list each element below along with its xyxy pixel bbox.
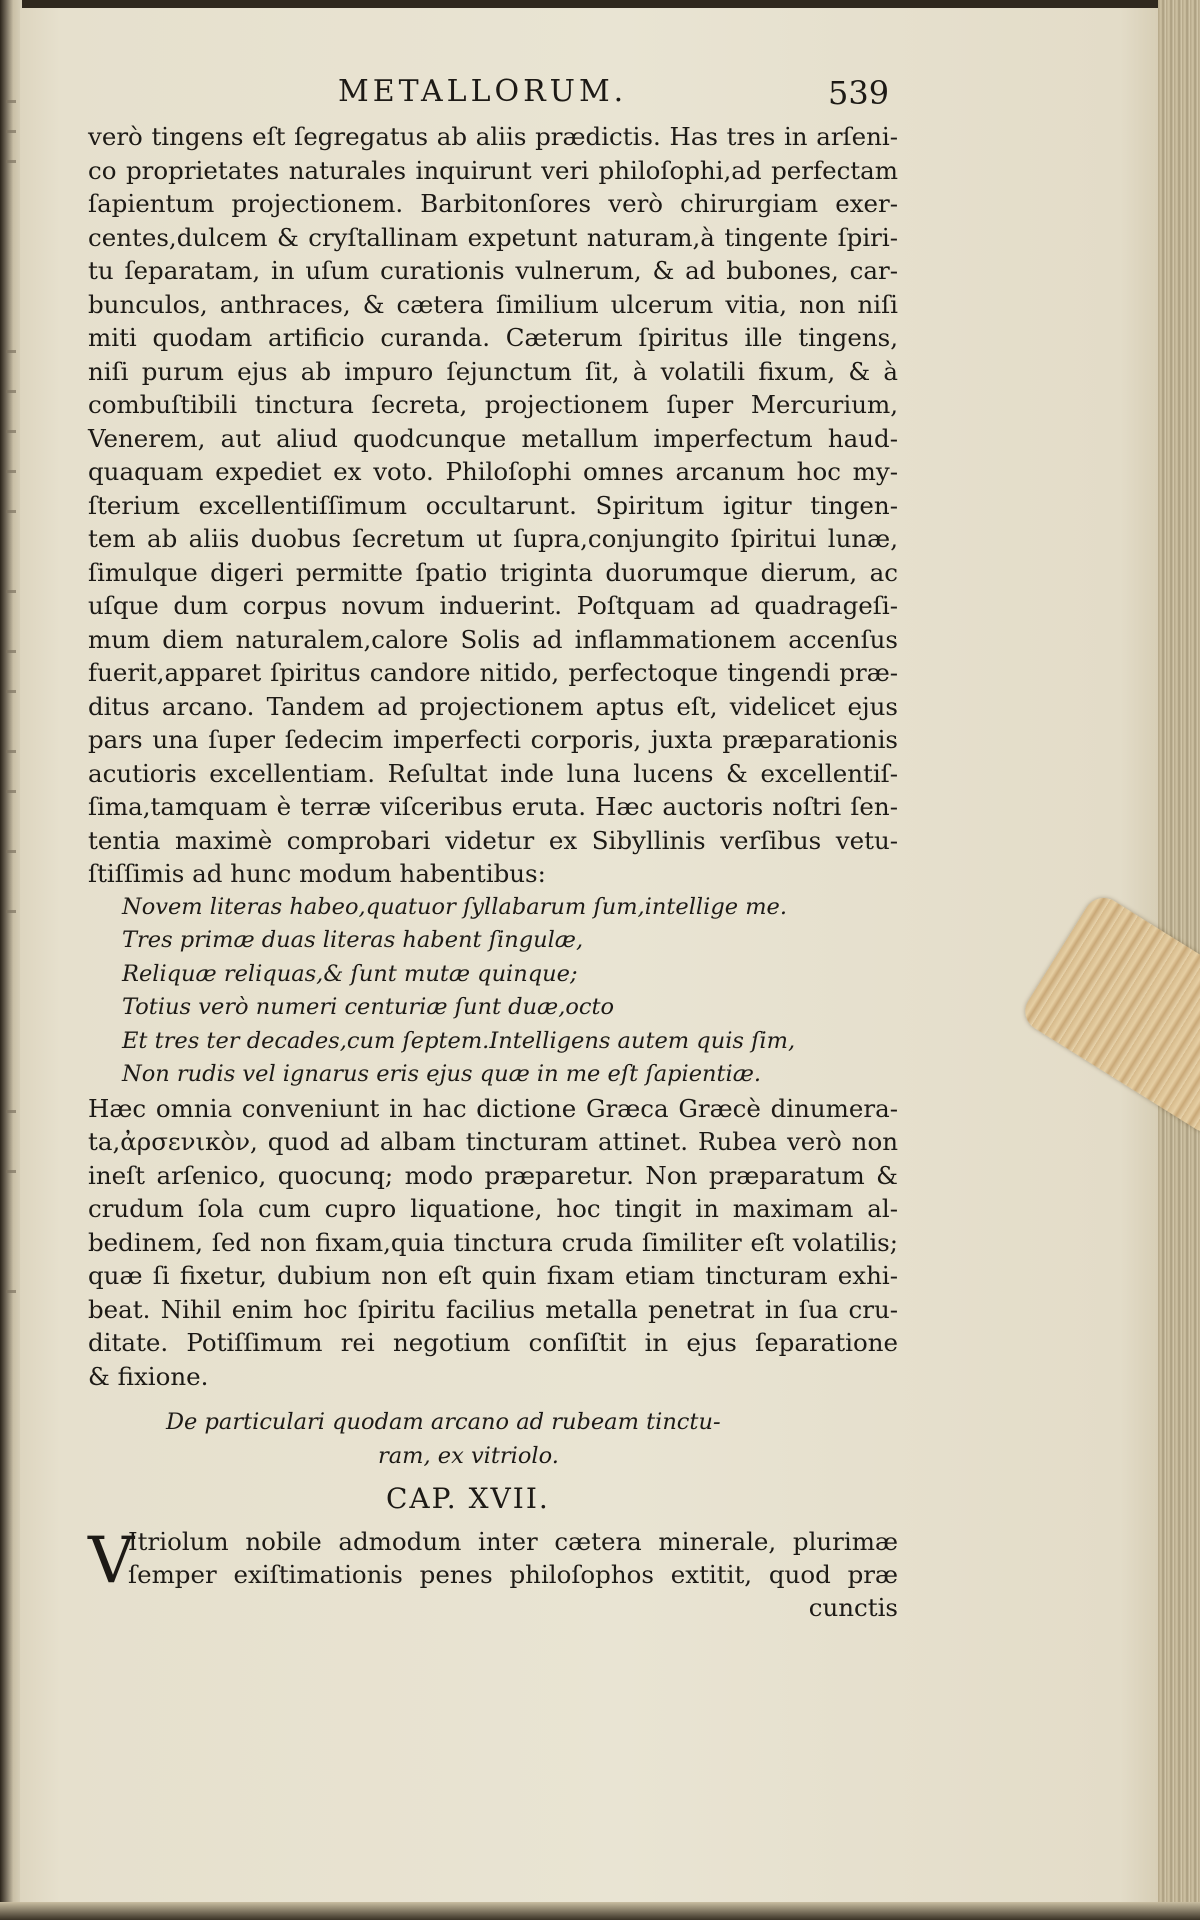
text-line-last: & fixione. (88, 1361, 209, 1391)
text-line: acutioris excellentiam. Reſultat inde luna lucens & excellentiſ- (88, 758, 898, 788)
text-line: pars una ſuper ſedecim imperfecti corporis, juxta præparationis (88, 725, 898, 754)
running-title: METALLORUM. (338, 74, 628, 109)
text-line: Hæc omnia conveniunt in hac dictione Græca Græcè dinumera- (88, 1093, 898, 1123)
page-bottom-edge (0, 1902, 1200, 1920)
text-line: miti quodam artificio curanda. Cæterum ſpiritus ille tingens, (88, 323, 898, 352)
text-line: ta,ἀρσενικὸν, quod ad albam tincturam attinet. Rubea verò non (88, 1127, 898, 1156)
text-line: ineſt arſenico, quocunq; modo præparetur. Non præparatum & (88, 1160, 898, 1190)
verse-line: Non rudis vel ignarus eris ejus quæ in me eſt ſapientiæ. (122, 1061, 762, 1087)
text-line: beat. Nihil enim hoc ſpiritu facilius metalla penetrat in ſua cru- (88, 1294, 898, 1324)
text-line: combuſtibili tinctura ſecreta, projectionem ſuper Mercurium, (88, 390, 898, 419)
chapter-text-line: ſemper exiſtimationis penes philoſophos extitit, quod præ (128, 1560, 898, 1589)
verse-line: Novem literas habeo,quatuor ſyllabarum ſum,intellige me. (122, 893, 787, 920)
text-line: ſterium excellentiſſimum occultarunt. Spiritum igitur tingen- (88, 490, 898, 520)
text-line: quæ ſi fixetur, dubium non eſt quin fixam etiam tincturam exhi- (88, 1261, 898, 1290)
text-line: uſque dum corpus novum induerint. Poſtquam ad quadrageſi- (88, 591, 898, 620)
text-line: Venerem, aut aliud quodcunque metallum imperfectum haud- (88, 423, 898, 453)
text-line: bedinem, ſed non fixam,quia tinctura cruda ſimiliter eſt volatilis; (88, 1227, 898, 1257)
chapter-text-line: Itriolum nobile admodum inter cætera minerale, plurimæ (128, 1527, 898, 1556)
section-heading-line: ram, ex vitriolo. (378, 1443, 559, 1469)
catchword: cunctis (808, 1593, 898, 1622)
text-line: ditus arcano. Tandem ad projectionem aptus eſt, videlicet ejus (88, 691, 898, 721)
text-line: niſi purum ejus ab impuro ſejunctum ſit, à volatili fixum, & à (88, 356, 898, 386)
verse-line: Totius verò numeri centuriæ ſunt duæ,octo (122, 994, 615, 1020)
text-line: tentia maximè comprobari videtur ex Sibyllinis verſibus vetu- (88, 825, 898, 855)
text-line: fuerit,apparet ſpiritus candore nitido, perfectoque tingendi præ- (88, 658, 898, 687)
text-line: mum diem naturalem,calore Solis ad inflammationem accenſus (88, 624, 898, 654)
text-line: ſapientum projectionem. Barbitonſores verò chirurgiam exer- (88, 189, 898, 218)
text-line-last: ſtiſſimis ad hunc modum habentibus: (88, 859, 546, 888)
verse-line: Et tres ter decades,cum ſeptem.Intelligens autem quis ſim, (122, 1027, 796, 1054)
text-line: bunculos, anthraces, & cætera ſimilium ulcerum vitia, non niſi (88, 289, 898, 319)
text-line: ſimulque digeri permitte ſpatio triginta duorumque dierum, ac (88, 557, 898, 587)
text-line: quaquam expediet ex voto. Philoſophi omnes arcanum hoc my- (88, 457, 898, 486)
section-heading-line: De particulari quodam arcano ad rubeam tinctu- (166, 1409, 721, 1435)
text-line: co proprietates naturales inquirunt veri philoſophi,ad perfectam (88, 155, 898, 185)
chapter-label: CAP. XVII. (386, 1482, 550, 1515)
text-line: ſima,tamquam è terræ viſceribus eruta. Hæc auctoris noſtri ſen- (88, 792, 898, 821)
verse-line: Reliquæ reliquas,& ſunt mutæ quinque; (122, 960, 578, 987)
sibylline-verses (88, 891, 898, 1092)
text-line: tem ab aliis duobus ſecretum ut ſupra,conjungito ſpiritui lunæ, (88, 524, 898, 553)
chapter-opening (88, 1525, 898, 1624)
section-heading (88, 1405, 898, 1473)
text-line: crudum ſola cum cupro liquatione, hoc tingit in maximam al- (88, 1194, 898, 1223)
text-line: centes,dulcem & cryſtallinam expetunt naturam,à tingente ſpiri- (88, 222, 898, 252)
page-text (88, 70, 898, 1624)
running-head (88, 70, 898, 120)
text-line: tu ſeparatam, in uſum curationis vulnerum, & ad bubones, car- (88, 256, 898, 285)
page-number: 539 (828, 74, 890, 112)
text-line: verò tingens eſt ſegregatus ab aliis prædictis. Has tres in arſeni- (88, 122, 898, 151)
verse-line: Tres primæ duas literas habent ſingulæ, (122, 927, 584, 953)
body-paragraph (88, 120, 898, 891)
body-paragraph-2 (88, 1092, 898, 1394)
drop-capital: V (88, 1524, 135, 1598)
text-line: ditate. Potiſſimum rei negotium conſiſtit in ejus ſeparatione (88, 1328, 898, 1357)
